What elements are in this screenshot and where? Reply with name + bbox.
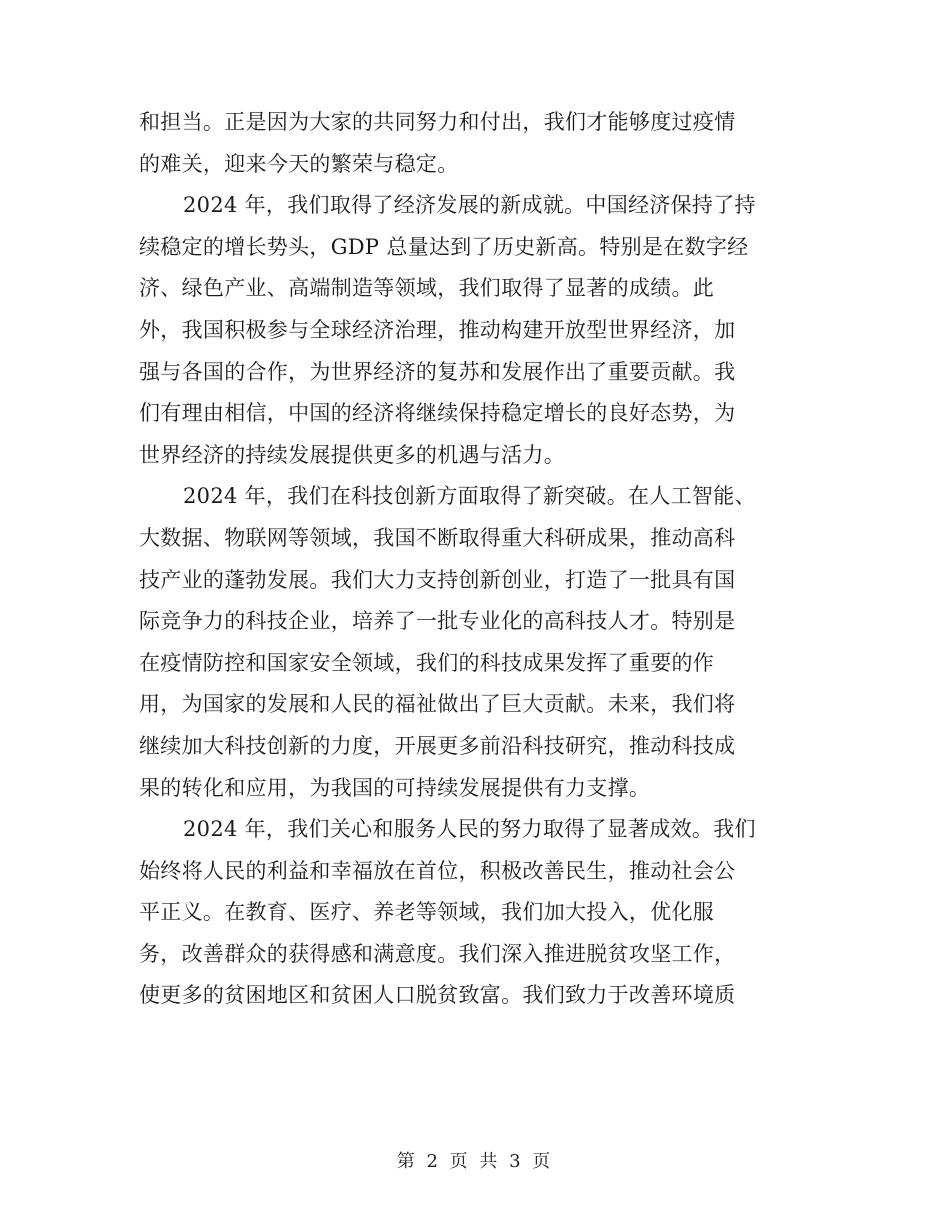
text-line: 外，我国积极参与全球经济治理，推动构建开放型世界经济，加 xyxy=(139,317,736,342)
paragraph-start-line: 2024 年，我们在科技创新方面取得了新突破。在人工智能、 xyxy=(183,484,756,509)
text-line: 务，改善群众的获得感和满意度。我们深入推进脱贫攻坚工作， xyxy=(139,941,736,966)
text-line: 果的转化和应用，为我国的可持续发展提供有力支撑。 xyxy=(139,775,651,800)
text-line: 续稳定的增长势头，GDP 总量达到了历史新高。特别是在数字经 xyxy=(139,234,749,259)
text-line: 和担当。正是因为大家的共同努力和付出，我们才能够度过疫情 xyxy=(139,110,736,134)
text-line: 大数据、物联网等领域，我国不断取得重大科研成果，推动高科 xyxy=(139,525,736,550)
paragraph-start-line: 2024 年，我们取得了经济发展的新成就。中国经济保持了持 xyxy=(183,193,756,218)
text-line: 使更多的贫困地区和贫困人口脱贫致富。我们致力于改善环境质 xyxy=(139,983,736,1008)
text-line: 平正义。在教育、医疗、养老等领域，我们加大投入，优化服 xyxy=(139,900,715,925)
text-line: 世界经济的持续发展提供更多的机遇与活力。 xyxy=(139,442,565,467)
text-line: 际竞争力的科技企业，培养了一批专业化的高科技人才。特别是 xyxy=(139,609,736,634)
text-line: 技产业的蓬勃发展。我们大力支持创新创业，打造了一批具有国 xyxy=(139,567,736,592)
text-line: 济、绿色产业、高端制造等领域，我们取得了显著的成绩。此 xyxy=(139,276,715,301)
paragraph-start-line: 2024 年，我们关心和服务人民的努力取得了显著成效。我们 xyxy=(183,817,756,842)
body-text xyxy=(139,102,819,1017)
text-line: 始终将人民的利益和幸福放在首位，积极改善民生，推动社会公 xyxy=(139,858,736,883)
text-line: 在疫情防控和国家安全领域，我们的科技成果发挥了重要的作 xyxy=(139,650,715,675)
text-line: 用，为国家的发展和人民的福祉做出了巨大贡献。未来，我们将 xyxy=(139,692,736,717)
text-line: 强与各国的合作，为世界经济的复苏和发展作出了重要贡献。我 xyxy=(139,359,736,384)
text-line: 的难关，迎来今天的繁荣与稳定。 xyxy=(139,151,459,176)
text-line: 们有理由相信，中国的经济将继续保持稳定增长的良好态势，为 xyxy=(139,401,736,426)
page-number-footer: 第 2 页 共 3 页 xyxy=(396,1151,554,1172)
text-line: 继续加大科技创新的力度，开展更多前沿科技研究，推动科技成 xyxy=(139,733,736,758)
